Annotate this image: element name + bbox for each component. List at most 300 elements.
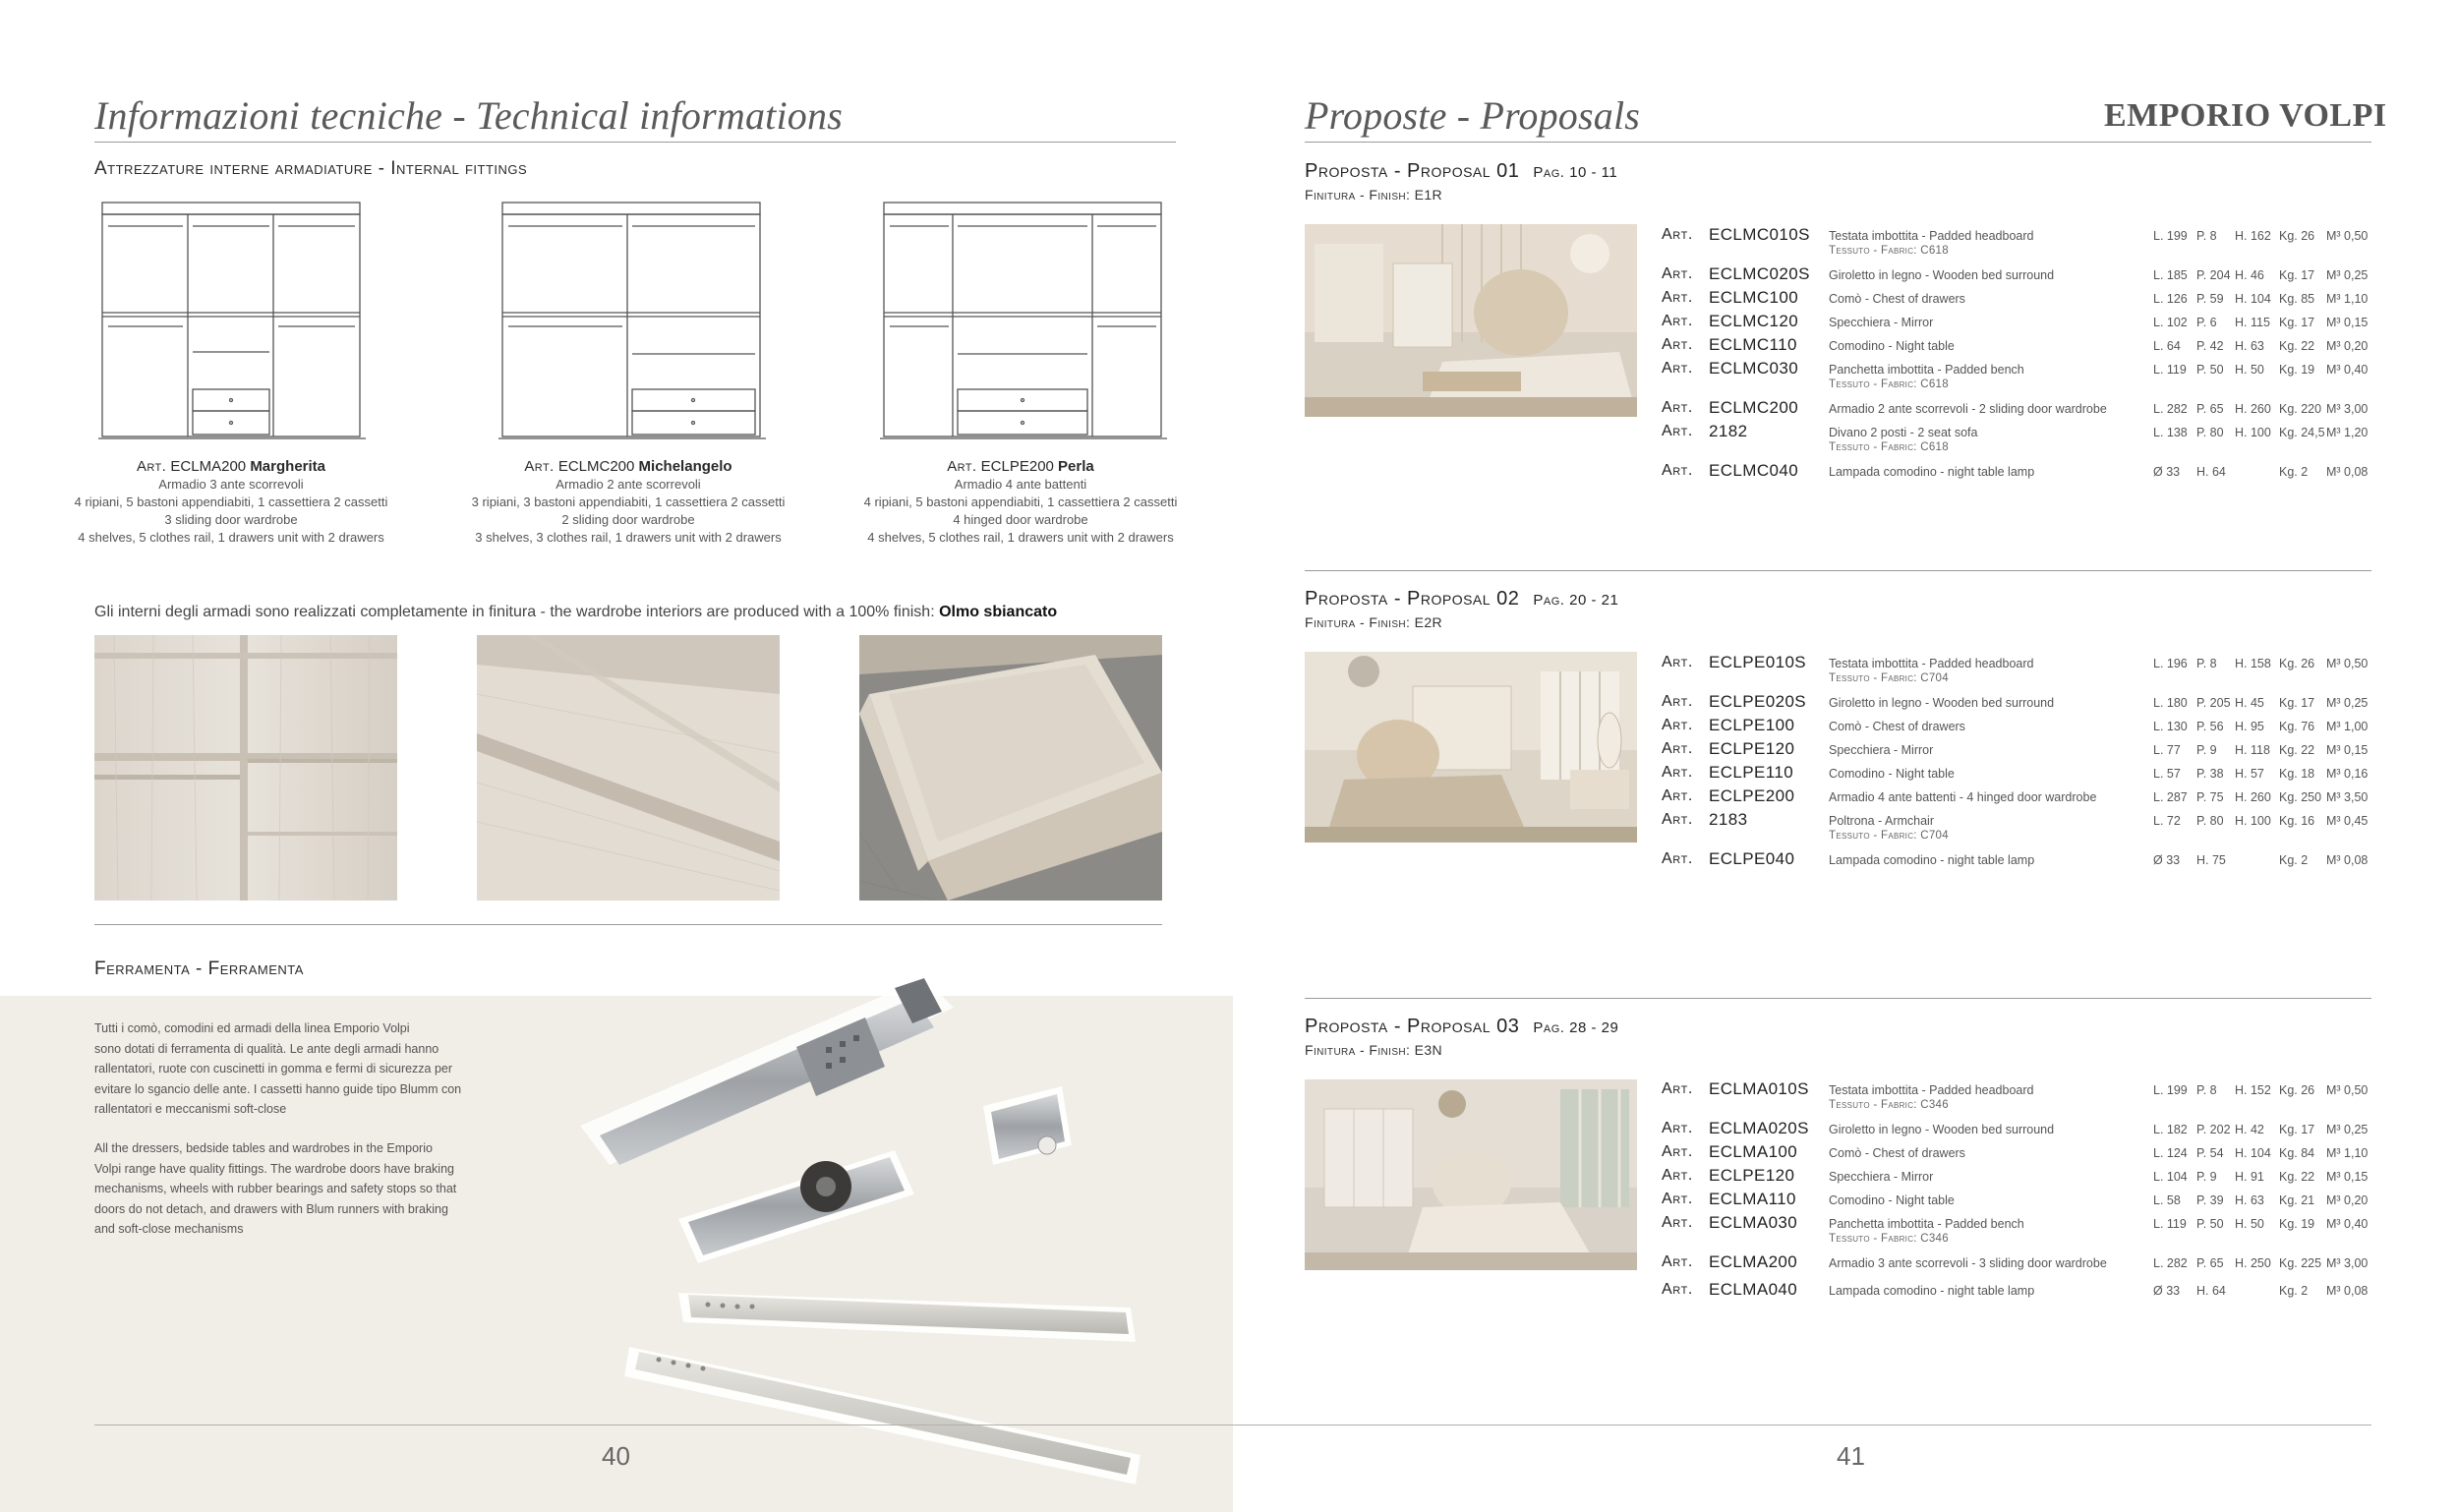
dim-kg: Kg. 2: [2279, 1284, 2309, 1298]
dim-p: P. 80: [2196, 426, 2224, 439]
text-line: doors do not detach, and drawers with Blum runners with braking: [94, 1201, 448, 1216]
art-label: Art.: [1662, 654, 1693, 670]
art-label: Art.: [947, 458, 977, 475]
dim-p: P. 50: [2196, 363, 2224, 377]
product-description: Comò - Chest of drawers: [1829, 1146, 1965, 1160]
dim-kg: Kg. 2: [2279, 853, 2309, 867]
art-label: Art.: [1662, 1191, 1693, 1207]
dim-l: L. 104: [2153, 1170, 2188, 1184]
wardrobe-name: Michelangelo: [638, 458, 732, 475]
wardrobe-code: ECLMA200: [170, 458, 247, 475]
product-description: Comodino - Night table: [1829, 339, 1955, 353]
art-label: Art.: [1662, 850, 1693, 867]
dim-kg: Kg. 76: [2279, 720, 2315, 733]
product-description: Giroletto in legno - Wooden bed surround: [1829, 696, 2055, 710]
right-title-rule: [1305, 142, 2371, 143]
dim-kg: Kg. 26: [2279, 657, 2315, 670]
art-label: Art.: [1662, 1214, 1693, 1231]
product-row: [1662, 717, 2369, 736]
dim-m3: M³ 0,50: [2326, 229, 2369, 243]
product-code: ECLMA100: [1709, 1142, 1798, 1161]
dim-l: L. 57: [2153, 767, 2181, 781]
wardrobe-name: Margherita: [250, 458, 325, 475]
dim-m3: M³ 0,25: [2326, 1123, 2369, 1136]
dim-h: H. 260: [2235, 402, 2271, 416]
product-row: [1662, 850, 2369, 870]
dim-kg: Kg. 250: [2279, 790, 2322, 804]
product-description: Giroletto in legno - Wooden bed surround: [1829, 268, 2055, 282]
text-line: mechanisms, wheels with rubber bearings and safety stops so that: [94, 1182, 457, 1195]
art-label: Art.: [1662, 1080, 1693, 1097]
dim-p: P. 8: [2196, 229, 2217, 243]
interior-photo-1: [94, 635, 397, 901]
dim-m3: M³ 1,20: [2326, 426, 2369, 439]
product-description: Comodino - Night table: [1829, 1193, 1955, 1207]
dim-kg: Kg. 22: [2279, 339, 2315, 353]
text-line: All the dressers, bedside tables and wardrobes in the Emporio: [94, 1141, 433, 1155]
product-fabric: Tessuto - Fabric: C618: [1829, 245, 1949, 257]
dim-h: H. 250: [2235, 1256, 2271, 1270]
dim-kg: Kg. 19: [2279, 1217, 2315, 1231]
product-row: [1662, 1213, 2369, 1245]
dim-p: P. 42: [2196, 339, 2224, 353]
dim-p: P. 204: [2196, 268, 2231, 282]
wardrobe-line: 3 sliding door wardrobe: [164, 512, 298, 527]
wardrobe-caption-margherita: [0, 458, 462, 547]
art-label: Art.: [1662, 1167, 1693, 1184]
product-row: [1662, 225, 2369, 257]
art-label: Art.: [1662, 360, 1693, 377]
product-code: ECLPE040: [1709, 849, 1795, 868]
product-row: [1662, 1167, 2369, 1187]
product-description: Lampada comodino - night table lamp: [1829, 853, 2035, 867]
interior-photo-2: [477, 635, 780, 901]
left-page-title: Informazioni tecniche - Technical informations: [94, 93, 843, 138]
dim-m3: M³ 0,08: [2326, 465, 2369, 479]
dim-kg: Kg. 26: [2279, 229, 2315, 243]
dim-kg: Kg. 225: [2279, 1256, 2322, 1270]
art-label: Art.: [1662, 226, 1693, 243]
product-code: ECLPE120: [1709, 739, 1795, 758]
dim-h: H. 57: [2235, 767, 2264, 781]
art-label: Art.: [1662, 787, 1693, 804]
dim-m3: M³ 0,25: [2326, 268, 2369, 282]
product-code: ECLPE120: [1709, 1166, 1795, 1185]
interior-finish-text: [94, 604, 1057, 621]
dim-h: H. 162: [2235, 229, 2271, 243]
dim-l: L. 72: [2153, 814, 2181, 828]
product-code: ECLPE110: [1709, 763, 1794, 782]
product-description: Lampada comodino - night table lamp: [1829, 1284, 2035, 1298]
product-description: Testata imbottita - Padded headboard: [1829, 229, 2034, 243]
dim-h: H. 100: [2235, 426, 2271, 439]
product-row: [1662, 422, 2369, 453]
dim-h: H. 50: [2235, 363, 2264, 377]
art-label: Art.: [1662, 1281, 1693, 1298]
dim-l: L. 119: [2153, 363, 2187, 377]
wardrobe-code: ECLMC200: [557, 458, 635, 475]
dim-m3: M³ 3,50: [2326, 790, 2369, 804]
product-row: [1662, 1281, 2369, 1301]
dim-kg: Kg. 85: [2279, 292, 2315, 306]
proposal-01-title: [1305, 160, 1617, 183]
product-row: [1662, 1079, 2369, 1111]
dim-p: P. 9: [2196, 1170, 2217, 1184]
wardrobe-sketch-perla: [876, 197, 1171, 448]
dim-l: L. 182: [2153, 1123, 2188, 1136]
art-label: Art.: [1662, 693, 1693, 710]
dim-m3: M³ 0,15: [2326, 1170, 2369, 1184]
dim-p: H. 75: [2196, 853, 2226, 867]
product-code: ECLPE010S: [1709, 653, 1807, 671]
dim-p: P. 56: [2196, 720, 2224, 733]
proposal-03-photo: [1305, 1079, 1637, 1270]
art-label: Art.: [1662, 313, 1693, 329]
text-line: rallentatori, ruote con cuscinetti in gomma e fermi di sicurezza per: [94, 1062, 453, 1076]
text-line: evitare lo sgancio delle ante. I cassetti hanno guide tipo Blumm con: [94, 1081, 462, 1096]
dim-p: H. 64: [2196, 1284, 2226, 1298]
text-line: sono dotati di ferramenta di qualità. Le ante degli armadi hanno: [94, 1041, 439, 1056]
art-label: Art.: [1662, 1253, 1693, 1270]
product-code: ECLMA200: [1709, 1252, 1798, 1271]
product-row: [1662, 693, 2369, 713]
wardrobe-line: 4 ripiani, 5 bastoni appendiabiti, 1 cassettiera 2 cassetti: [863, 494, 1178, 509]
dim-m3: M³ 1,10: [2326, 292, 2369, 306]
art-label: Art.: [1662, 399, 1693, 416]
wardrobe-sketch-michelangelo: [495, 197, 770, 448]
dim-l: L. 126: [2153, 292, 2188, 306]
proposal-02-photo: [1305, 652, 1637, 843]
dim-p: P. 39: [2196, 1193, 2224, 1207]
brand-logo: EMPORIO VOLPI: [2104, 97, 2387, 134]
dim-h: H. 46: [2235, 268, 2264, 282]
wardrobe-line: 4 hinged door wardrobe: [953, 512, 1088, 527]
product-row: [1662, 810, 2369, 842]
dim-kg: Kg. 19: [2279, 363, 2315, 377]
dim-l: L. 199: [2153, 1083, 2188, 1097]
dim-l: L. 138: [2153, 426, 2188, 439]
hardware-text-it: [94, 1018, 507, 1120]
dim-l: Ø 33: [2153, 465, 2181, 479]
dim-l: L. 180: [2153, 696, 2188, 710]
product-code: ECLMA040: [1709, 1280, 1798, 1299]
dim-p: P. 205: [2196, 696, 2231, 710]
product-code: 2182: [1709, 422, 1748, 440]
dim-p: P. 65: [2196, 402, 2224, 416]
proposal-03-finish: Finitura - Finish: E3N: [1305, 1042, 1443, 1058]
product-fabric: Tessuto - Fabric: C704: [1829, 672, 1949, 684]
dim-h: H. 158: [2235, 657, 2271, 670]
product-code: ECLMA020S: [1709, 1119, 1809, 1137]
dim-kg: Kg. 22: [2279, 743, 2315, 757]
proposal-title-text: Proposta - Proposal 03: [1305, 1016, 1520, 1037]
proposal-pages: Pag. 20 - 21: [1533, 592, 1619, 609]
dim-m3: M³ 3,00: [2326, 402, 2369, 416]
proposal-01-rule: [1305, 570, 2371, 571]
wardrobe-line: Armadio 4 ante battenti: [954, 477, 1087, 492]
dim-m3: M³ 0,15: [2326, 743, 2369, 757]
art-label: Art.: [1662, 423, 1693, 439]
text-line: Volpi range have quality fittings. The wardrobe doors have braking: [94, 1161, 454, 1176]
dim-p: P. 9: [2196, 743, 2217, 757]
dim-h: H. 104: [2235, 1146, 2271, 1160]
product-fabric: Tessuto - Fabric: C618: [1829, 378, 1949, 390]
proposal-03-title: [1305, 1016, 1618, 1038]
dim-h: H. 100: [2235, 814, 2271, 828]
dim-m3: M³ 0,16: [2326, 767, 2369, 781]
product-row: [1662, 1191, 2369, 1210]
product-description: Specchiera - Mirror: [1829, 1170, 1934, 1184]
art-label: Art.: [1662, 265, 1693, 282]
product-fabric: Tessuto - Fabric: C704: [1829, 830, 1949, 842]
interior-photo-3: [859, 635, 1162, 901]
art-label: Art.: [1662, 1143, 1693, 1160]
wardrobe-caption-perla: [790, 458, 1252, 547]
dim-m3: M³ 0,50: [2326, 657, 2369, 670]
dim-l: L. 282: [2153, 1256, 2188, 1270]
dim-h: H. 63: [2235, 1193, 2264, 1207]
product-description: Poltrona - Armchair: [1829, 814, 1934, 828]
dim-l: Ø 33: [2153, 1284, 2181, 1298]
dim-p: P. 80: [2196, 814, 2224, 828]
text-line: and soft-close mechanisms: [94, 1222, 244, 1236]
dim-kg: Kg. 220: [2279, 402, 2322, 416]
product-fabric: Tessuto - Fabric: C618: [1829, 441, 1949, 453]
product-code: ECLMC040: [1709, 461, 1799, 480]
dim-p: P. 59: [2196, 292, 2224, 306]
dim-h: H. 115: [2235, 316, 2270, 329]
art-label: Art.: [1662, 1120, 1693, 1136]
dim-m3: M³ 0,45: [2326, 814, 2369, 828]
dim-h: H. 45: [2235, 696, 2264, 710]
product-description: Testata imbottita - Padded headboard: [1829, 1083, 2034, 1097]
dim-h: H. 63: [2235, 339, 2264, 353]
product-description: Lampada comodino - night table lamp: [1829, 465, 2035, 479]
product-row: [1662, 1143, 2369, 1163]
dim-kg: Kg. 22: [2279, 1170, 2315, 1184]
dim-kg: Kg. 17: [2279, 1123, 2315, 1136]
dim-h: H. 95: [2235, 720, 2264, 733]
dim-l: L. 102: [2153, 316, 2188, 329]
proposal-02-finish: Finitura - Finish: E2R: [1305, 614, 1443, 630]
product-row: [1662, 359, 2369, 390]
dim-p: P. 8: [2196, 657, 2217, 670]
art-label: Art.: [524, 458, 555, 475]
dim-h: H. 50: [2235, 1217, 2264, 1231]
dim-kg: Kg. 84: [2279, 1146, 2315, 1160]
dim-m3: M³ 1,00: [2326, 720, 2369, 733]
dim-l: L. 119: [2153, 1217, 2187, 1231]
product-code: ECLMC100: [1709, 288, 1799, 307]
dim-p: P. 6: [2196, 316, 2217, 329]
dim-l: L. 58: [2153, 1193, 2181, 1207]
dim-l: L. 64: [2153, 339, 2181, 353]
product-description: Specchiera - Mirror: [1829, 316, 1934, 329]
dim-h: H. 91: [2235, 1170, 2264, 1184]
product-row: [1662, 462, 2369, 482]
wardrobe-line: 4 shelves, 5 clothes rail, 1 drawers unit with 2 drawers: [78, 530, 384, 545]
dim-p: H. 64: [2196, 465, 2226, 479]
product-description: Panchetta imbottita - Padded bench: [1829, 363, 2024, 377]
product-description: Specchiera - Mirror: [1829, 743, 1934, 757]
art-label: Art.: [1662, 462, 1693, 479]
text-line: Tutti i comò, comodini ed armadi della linea Emporio Volpi: [94, 1021, 410, 1035]
product-row: [1662, 787, 2369, 807]
product-code: ECLPE020S: [1709, 692, 1807, 711]
dim-m3: M³ 0,40: [2326, 1217, 2369, 1231]
product-row: [1662, 289, 2369, 309]
dim-l: L. 185: [2153, 268, 2188, 282]
interior-text: Gli interni degli armadi sono realizzati completamente in finitura - the wardrobe interiors are produced with a 100% finish:: [94, 604, 940, 620]
product-description: Giroletto in legno - Wooden bed surround: [1829, 1123, 2055, 1136]
product-description: Panchetta imbottita - Padded bench: [1829, 1217, 2024, 1231]
product-description: Armadio 2 ante scorrevoli - 2 sliding door wardrobe: [1829, 402, 2107, 416]
product-row: [1662, 336, 2369, 356]
wardrobe-line: 4 shelves, 5 clothes rail, 1 drawers unit with 2 drawers: [867, 530, 1174, 545]
dim-m3: M³ 1,10: [2326, 1146, 2369, 1160]
art-label: Art.: [1662, 740, 1693, 757]
product-code: ECLMC120: [1709, 312, 1799, 330]
product-code: 2183: [1709, 810, 1748, 829]
dim-l: L. 199: [2153, 229, 2188, 243]
interior-finish-name: Olmo sbiancato: [939, 604, 1058, 620]
dim-m3: M³ 0,20: [2326, 339, 2369, 353]
product-description: Divano 2 posti - 2 seat sofa: [1829, 426, 1978, 439]
dim-kg: Kg. 21: [2279, 1193, 2315, 1207]
wardrobe-code: ECLPE200: [980, 458, 1054, 475]
product-code: ECLPE100: [1709, 716, 1795, 734]
wardrobe-line: Armadio 2 ante scorrevoli: [556, 477, 701, 492]
left-section-rule: [94, 924, 1162, 925]
art-label: Art.: [137, 458, 167, 475]
dim-p: P. 50: [2196, 1217, 2224, 1231]
dim-l: L. 282: [2153, 402, 2188, 416]
wardrobe-sketch-margherita: [94, 197, 370, 448]
dim-l: L. 130: [2153, 720, 2188, 733]
hardware-heading: Ferramenta - Ferramenta: [94, 959, 304, 979]
dim-p: P. 202: [2196, 1123, 2231, 1136]
dim-kg: Kg. 17: [2279, 316, 2315, 329]
product-description: Testata imbottita - Padded headboard: [1829, 657, 2034, 670]
product-fabric: Tessuto - Fabric: C346: [1829, 1099, 1949, 1111]
dim-p: P. 8: [2196, 1083, 2217, 1097]
proposal-pages: Pag. 28 - 29: [1533, 1019, 1619, 1036]
proposal-01-photo: [1305, 224, 1637, 417]
dim-l: Ø 33: [2153, 853, 2181, 867]
proposal-title-text: Proposta - Proposal 02: [1305, 588, 1520, 610]
dim-kg: Kg. 16: [2279, 814, 2315, 828]
dim-l: L. 287: [2153, 790, 2188, 804]
dim-kg: Kg. 17: [2279, 696, 2315, 710]
dim-h: H. 118: [2235, 743, 2270, 757]
product-code: ECLMC200: [1709, 398, 1799, 417]
dim-h: H. 152: [2235, 1083, 2271, 1097]
product-code: ECLMA030: [1709, 1213, 1798, 1232]
dim-p: P. 54: [2196, 1146, 2224, 1160]
art-label: Art.: [1662, 811, 1693, 828]
dim-m3: M³ 0,40: [2326, 363, 2369, 377]
product-row: [1662, 1120, 2369, 1139]
product-code: ECLPE200: [1709, 786, 1795, 805]
proposal-01-finish: Finitura - Finish: E1R: [1305, 187, 1443, 203]
dim-kg: Kg. 17: [2279, 268, 2315, 282]
dim-h: H. 260: [2235, 790, 2271, 804]
wardrobe-line: 3 ripiani, 3 bastoni appendiabiti, 1 cassettiera 2 cassetti: [471, 494, 786, 509]
dim-p: P. 38: [2196, 767, 2224, 781]
product-description: Armadio 4 ante battenti - 4 hinged door wardrobe: [1829, 790, 2097, 804]
dim-m3: M³ 0,15: [2326, 316, 2369, 329]
dim-p: P. 75: [2196, 790, 2224, 804]
dim-kg: Kg. 18: [2279, 767, 2315, 781]
product-row: [1662, 653, 2369, 684]
product-row: [1662, 764, 2369, 784]
hardware-photo: [570, 968, 1180, 1489]
dim-kg: Kg. 24,5: [2279, 426, 2325, 439]
product-description: Comodino - Night table: [1829, 767, 1955, 781]
art-label: Art.: [1662, 717, 1693, 733]
dim-m3: M³ 3,00: [2326, 1256, 2369, 1270]
product-row: [1662, 313, 2369, 332]
product-description: Comò - Chest of drawers: [1829, 720, 1965, 733]
product-code: ECLMC010S: [1709, 225, 1810, 244]
product-description: Armadio 3 ante scorrevoli - 3 sliding door wardrobe: [1829, 1256, 2107, 1270]
left-title-rule: [94, 142, 1176, 143]
proposal-02-rule: [1305, 998, 2371, 999]
art-label: Art.: [1662, 764, 1693, 781]
product-code: ECLMC110: [1709, 335, 1797, 354]
dim-kg: Kg. 26: [2279, 1083, 2315, 1097]
product-row: [1662, 740, 2369, 760]
dim-m3: M³ 0,08: [2326, 1284, 2369, 1298]
product-row: [1662, 1253, 2369, 1273]
wardrobe-line: 3 shelves, 3 clothes rail, 1 drawers unit with 2 drawers: [475, 530, 782, 545]
dim-h: H. 104: [2235, 292, 2271, 306]
product-code: ECLMA110: [1709, 1190, 1796, 1208]
wardrobe-name: Perla: [1058, 458, 1094, 475]
product-fabric: Tessuto - Fabric: C346: [1829, 1233, 1949, 1245]
wardrobe-line: Armadio 3 ante scorrevoli: [158, 477, 304, 492]
wardrobe-line: 2 sliding door wardrobe: [561, 512, 695, 527]
art-label: Art.: [1662, 336, 1693, 353]
text-line: rallentatori e meccanismi soft-close: [94, 1102, 287, 1116]
proposal-pages: Pag. 10 - 11: [1533, 164, 1618, 181]
dim-p: P. 65: [2196, 1256, 2224, 1270]
art-label: Art.: [1662, 289, 1693, 306]
product-row: [1662, 399, 2369, 419]
left-page-number: 40: [602, 1441, 630, 1471]
proposal-title-text: Proposta - Proposal 01: [1305, 160, 1520, 182]
dim-m3: M³ 0,50: [2326, 1083, 2369, 1097]
product-description: Comò - Chest of drawers: [1829, 292, 1965, 306]
dim-l: L. 77: [2153, 743, 2181, 757]
product-code: ECLMC030: [1709, 359, 1799, 378]
proposal-02-title: [1305, 588, 1618, 611]
right-page-number: 41: [1837, 1441, 1865, 1471]
dim-m3: M³ 0,25: [2326, 696, 2369, 710]
dim-kg: Kg. 2: [2279, 465, 2309, 479]
hardware-text-en: [94, 1138, 507, 1240]
product-code: ECLMA010S: [1709, 1079, 1809, 1098]
dim-m3: M³ 0,20: [2326, 1193, 2369, 1207]
right-page-title: Proposte - Proposals: [1305, 93, 1641, 138]
wardrobe-line: 4 ripiani, 5 bastoni appendiabiti, 1 cassettiera 2 cassetti: [74, 494, 388, 509]
dim-l: L. 196: [2153, 657, 2188, 670]
dim-m3: M³ 0,08: [2326, 853, 2369, 867]
dim-h: H. 42: [2235, 1123, 2264, 1136]
product-code: ECLMC020S: [1709, 264, 1810, 283]
fittings-heading: Attrezzature interne armadiature - Internal fittings: [94, 158, 528, 179]
dim-l: L. 124: [2153, 1146, 2188, 1160]
